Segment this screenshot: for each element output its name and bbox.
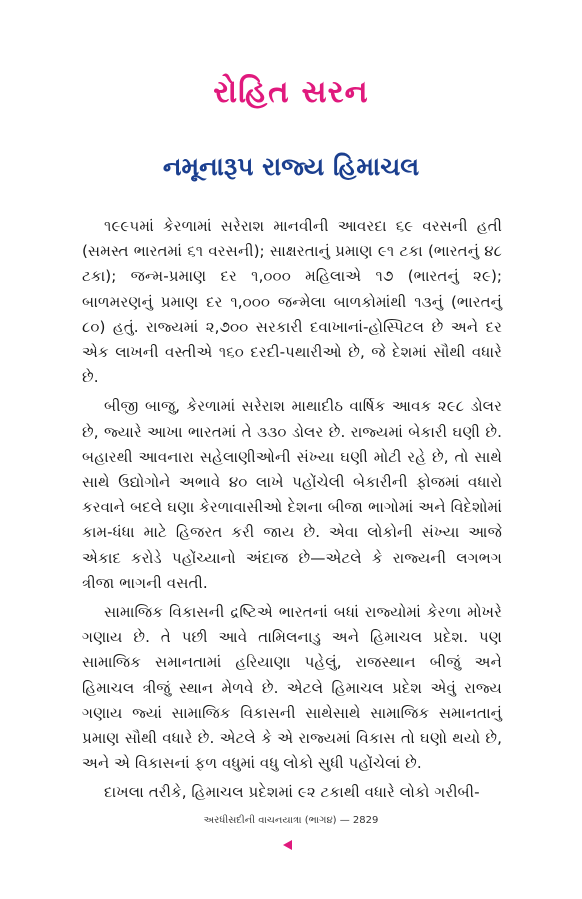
article-body (82, 214, 502, 810)
article-title: નમૂનારૂપ રાજ્ય હિમાચલ (162, 152, 420, 181)
paragraph: સામાજિક વિકાસની દ્રષ્ટિએ ભારતનાં બધાં રાજ્યોમાં કેરળા મોખરે ગણાય છે. તે પછી આવે તામિલનાડુ અને હિમાચલ પ્રદેશ. પણ સામાજિક સમાનતામાં હરિયાણા પહેલું, રાજસ્થાન બીજું અને હિમાચલ ત્રીજું સ્થાન મેળવે છે. એટલે હિમાચલ પ્રદેશ એવું રાજ્ય ગણાય જ્યાં સામાજિક વિકાસની સાથેસાથે સામાજિક સમાનતાનું પ્રમાણ સૌથી વધારે છે. એટલે કે એ રાજ્યમાં વિકાસ તો ઘણો થયો છે, અને એ વિકાસનાં ફળ વધુમાં વધુ લોકો સુધી પહોંચેલાં છે. (82, 603, 502, 773)
page-footer: અરધીસદીની વાચનયાત્રા (ભાગ૪) — 2829 (203, 815, 379, 826)
paragraph: ૧૯૯૫માં કેરળામાં સરેરાશ માનવીની આવરદા ૬૯ વરસની હતી (સમસ્ત ભારતમાં ૬૧ વરસની); સાક્ષરતાનું પ્રમાણ ૯૧ ટકા (ભારતનું ૪૮ ટકા); જન્મ-પ્રમાણ દર ૧,૦૦૦ મહિલાએ ૧૭ (ભારતનું ૨૯); બાળમરણનું પ્રમાણ દર ૧,૦૦૦ જન્મેલા બાળકોમાંથી ૧૩નું (ભારતનું ૮૦) હતું. રાજ્યમાં ૨,૭૦૦ સરકારી દવાખાનાં-હોસ્પિટલ છે અને દર એક લાખની વસ્તીએ ૧૬૦ દરદી-પથારીઓ છે, જે દેશમાં સૌથી વધારે છે. (82, 217, 502, 387)
author-name: રોહિત સરન (213, 74, 369, 110)
paragraph: બીજી બાજુ, કેરળામાં સરેરાશ માથાદીઠ વાર્ષિક આવક ૨૯૮ ડોલર છે, જ્યારે આખા ભારતમાં તે ૩૩૦ ડોલર છે. રાજ્યમાં બેકારી ઘણી છે. બહારથી આવનારા સહેલાણીઓની સંખ્યા ઘણી મોટી રહે છે, તો સાથે સાથે ઉદ્યોગોને અભાવે ૪૦ લાખે પહોંચેલી બેકારીની ફોજમાં વધારો કરવાને બદલે ઘણા કેરળાવાસીઓ દેશના બીજા ભાગોમાં અને વિદેશોમાં કામ-ધંધા માટે હિજરત કરી જાય છે. એવા લોકોની સંખ્યા આજે એકાદ કરોડે પહોંચ્યાનો અંદાજ છે—એટલે કે રાજ્યની લગભગ ત્રીજા ભાગની વસતી. (82, 397, 502, 592)
paragraph: દાખલા તરીકે, હિમાચલ પ્રદેશમાં ૯૨ ટકાથી વધારે લોકો ગરીબી- (104, 783, 480, 802)
previous-page-icon[interactable] (283, 840, 292, 850)
